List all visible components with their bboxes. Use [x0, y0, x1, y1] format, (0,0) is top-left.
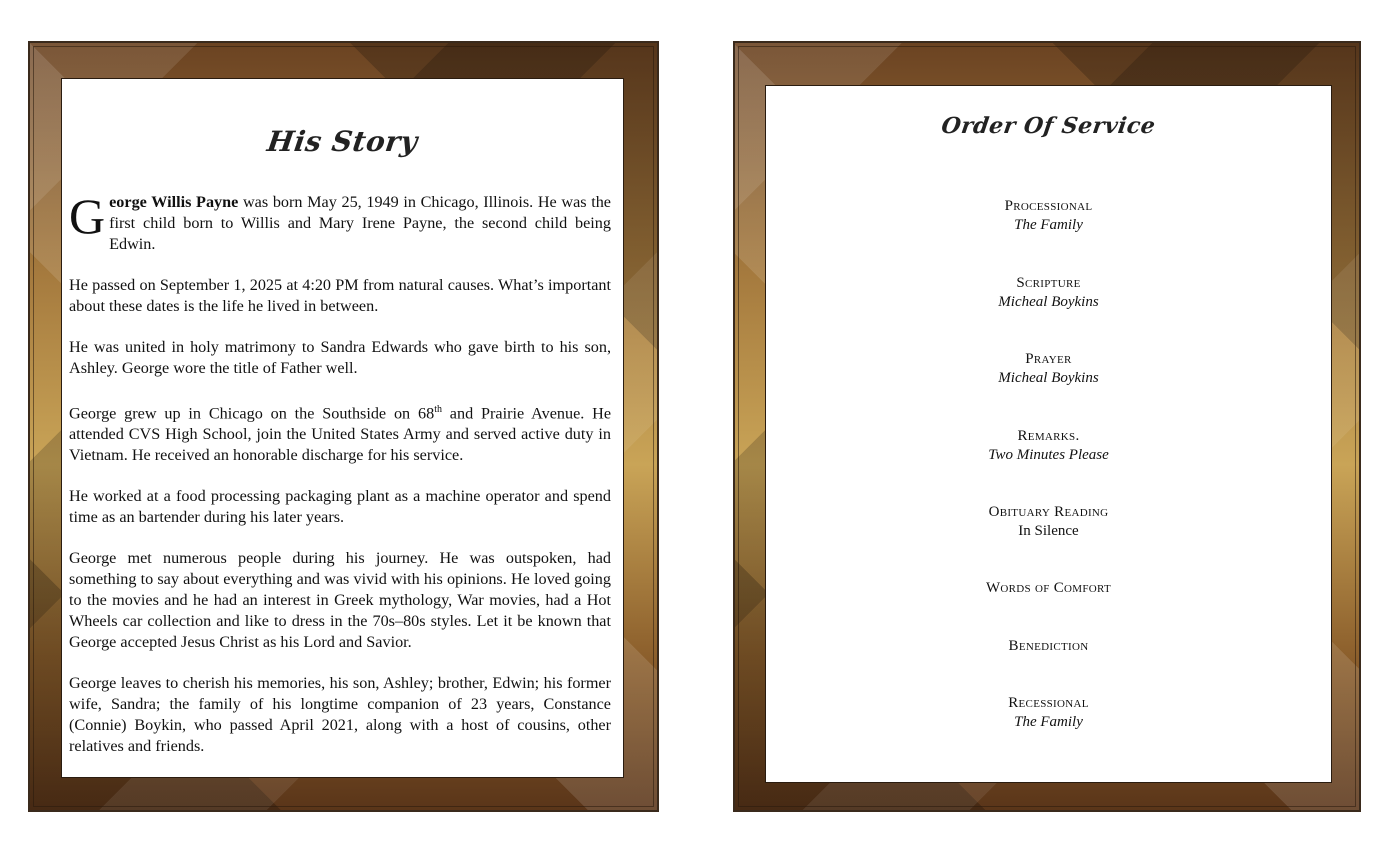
service-item: [766, 694, 1331, 732]
paragraph-4-text-a: George grew up in Chicago on the Southside on 68: [69, 404, 435, 423]
story-paragraph-1: [69, 188, 611, 255]
service-item: [766, 274, 1331, 312]
right-program-panel: [733, 41, 1361, 812]
service-item: [766, 637, 1331, 656]
service-item-title: Prayer: [1025, 351, 1072, 367]
service-item-title: Scripture: [1016, 275, 1081, 291]
service-item-subtitle: The Family: [1014, 217, 1083, 233]
service-item-title: Obituary Reading: [988, 504, 1109, 520]
paragraph-1-text: was born May 25, 1949 in Chicago, Illinois. He was the first child born to Willis and Mary Irene Payne, the second child being Edwin.: [109, 193, 611, 253]
service-item-subtitle: In Silence: [1018, 523, 1079, 539]
story-paragraph-7: George leaves to cherish his memories, his son, Ashley; brother, Edwin; his former wife, Sandra; the family of his longtime companion of 23 years, Constance (Connie) Boykin, who passed April 2021, along with a host of cousins, other relatives and friends.: [69, 674, 611, 756]
paragraph-4-text-b: and Prairie Avenue. He attended CVS High School, join the United States Army and served active duty in Vietnam. He received an honorable discharge for his service.: [69, 404, 612, 465]
story-paragraph-4: [69, 399, 611, 466]
story-paragraph-6: George met numerous people during his journey. He was outspoken, had something to say about everything and was vivid with his opinions. He loved going to the movies and he had an interest in Greek mythology, War movies, had a Hot Wheels car collection and like to dress in the 70s–80s styles. Let it be known that George accepted Jesus Christ as his Lord and Savior.: [69, 549, 611, 652]
drop-cap: G: [69, 188, 106, 244]
service-item-subtitle: Micheal Boykins: [998, 294, 1099, 310]
service-item: [766, 503, 1331, 541]
service-item-title: Remarks.: [1017, 428, 1080, 444]
service-item-title: Processional: [1004, 198, 1093, 214]
service-item: [766, 197, 1331, 235]
left-program-panel: [28, 41, 659, 812]
service-item-title: Benediction: [1008, 638, 1089, 654]
story-paragraph-5: He worked at a food processing packaging plant as a machine operator and spend time as an bartender during his later years.: [69, 487, 611, 527]
his-story-title: His Story: [265, 125, 420, 158]
service-item-subtitle: Micheal Boykins: [998, 370, 1099, 386]
story-paragraph-2: He passed on September 1, 2025 at 4:20 PM from natural causes. What’s important about these dates is the life he lived in between.: [69, 276, 611, 315]
service-item-title: Recessional: [1008, 695, 1089, 711]
order-of-service-page: [765, 85, 1332, 783]
service-item-subtitle: The Family: [1014, 714, 1083, 730]
service-item: [766, 350, 1331, 388]
service-item-subtitle: Two Minutes Please: [988, 447, 1109, 463]
service-item: [766, 427, 1331, 465]
service-item-title: Words of Comfort: [985, 580, 1112, 596]
deceased-name: eorge Willis Payne: [109, 193, 239, 211]
story-paragraph-3: He was united in holy matrimony to Sandra Edwards who gave birth to his son, Ashley. George wore the title of Father well.: [69, 338, 611, 377]
ordinal-suffix: th: [434, 404, 442, 415]
service-item: [766, 579, 1331, 598]
order-of-service-title: Order Of Service: [939, 113, 1158, 139]
his-story-page: [61, 78, 624, 778]
story-text: [69, 188, 612, 777]
